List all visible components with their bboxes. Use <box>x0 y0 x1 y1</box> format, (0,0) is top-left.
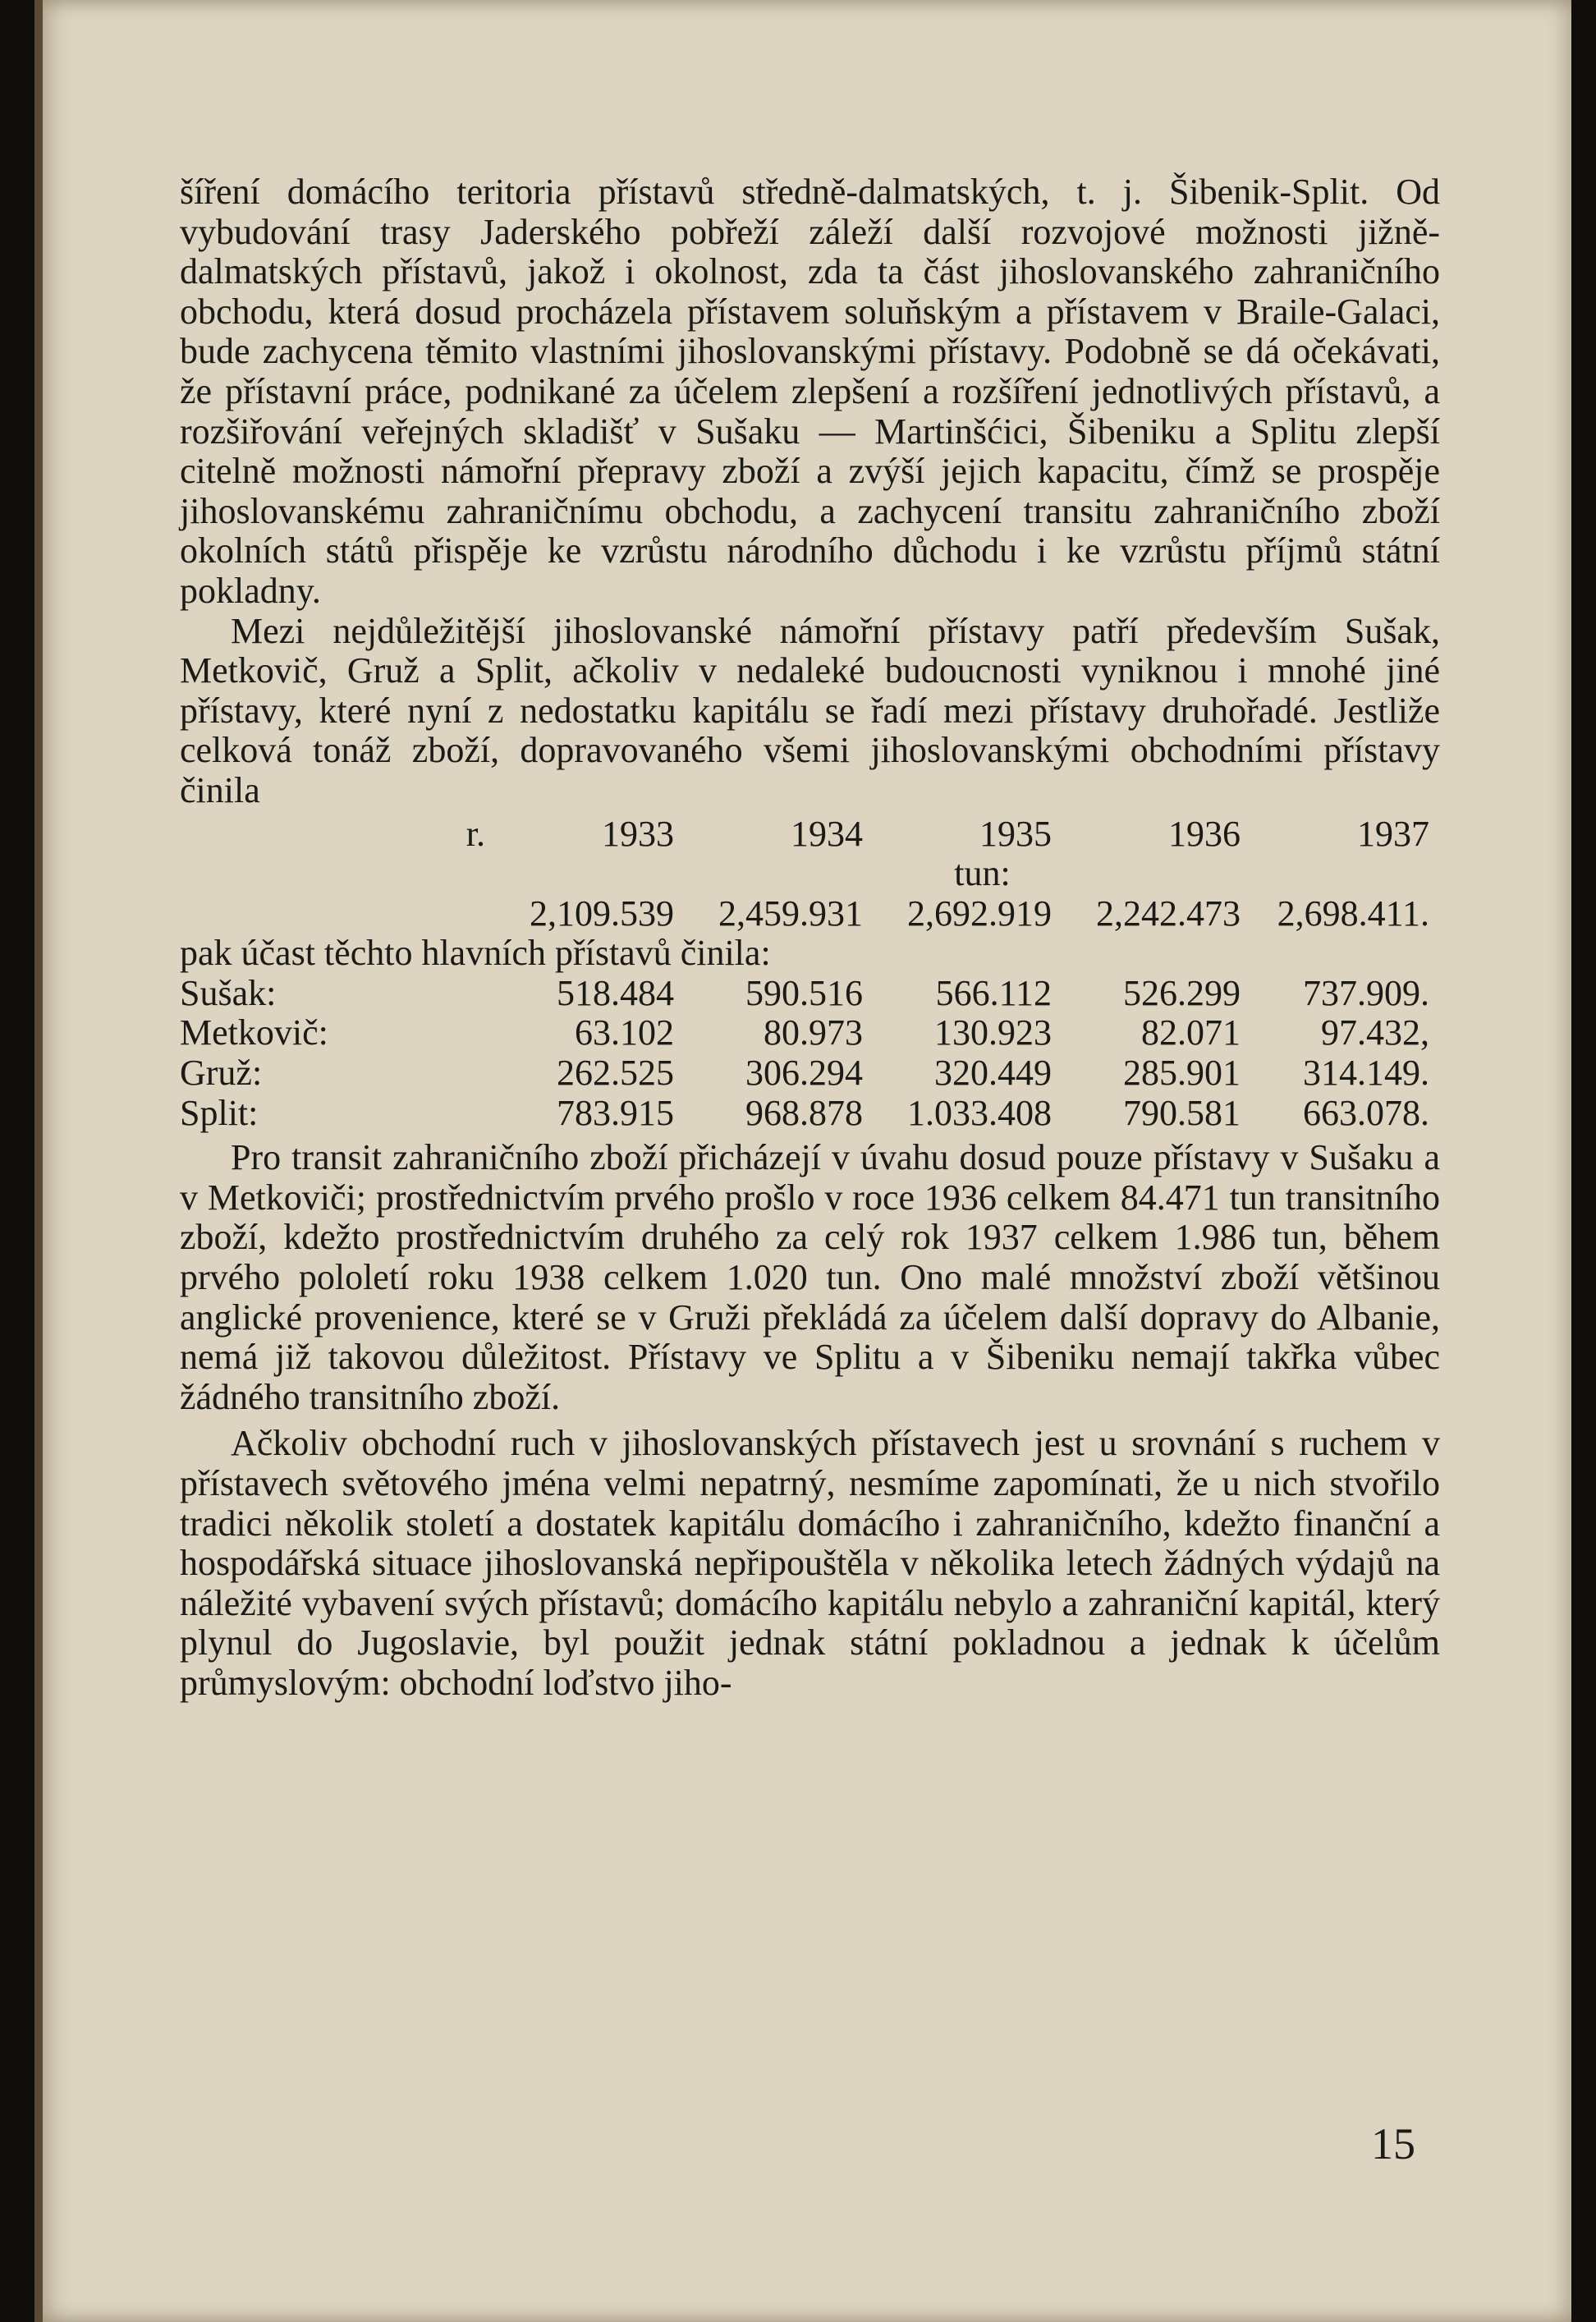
share-intro-text: pak účast těchto hlavních přístavů činila: <box>180 933 771 974</box>
unit-label: tun: <box>954 853 1011 894</box>
paragraph-1: šíření domácího teritoria přístavů středně-dalmatských, t. j. Šibenik-Split. Od vybudování trasy Jaderského pobřeží záleží další rozvojové možnosti jižně-dalmatských přístavů, jakož i okolnost, zda ta část jihoslovanského zahraničního obchodu, která dosud procházela přístavem soluňským a přístavem v Braile-Galaci, bude zachycena těmito vlastními jihoslovanskými přístavy. Podobně se dá očekávati, že přístavní práce, podnikané za účelem zlepšení a rozšíření jednotlivých přístavů, a rozšiřování veřejných skladišť v Sušaku — Martinšćici, Šibeniku a Splitu zlepší citelně možnosti námořní přepravy zboží a zvýší jejich kapacitu, čímž se prospěje jihoslovanskému zahraničnímu obchodu, a zachycení transitu zahraničního zboží okolních států přispěje ke vzrůstu národního důchodu i ke vzrůstu příjmů státní pokladny. <box>180 172 1440 611</box>
table-cell: 262.525 <box>557 1053 674 1094</box>
port-name: Gruž: <box>180 1053 263 1094</box>
year-1934: 1934 <box>791 813 863 854</box>
year-1933: 1933 <box>602 813 674 854</box>
table-cell: 285.901 <box>1123 1053 1241 1094</box>
table-cell: 783.915 <box>557 1092 674 1133</box>
port-tonnage-table <box>180 815 1440 1134</box>
table-cell: 1.033.408 <box>907 1092 1052 1133</box>
table-row <box>180 1013 1440 1053</box>
totals-spacer <box>180 894 485 934</box>
table-cell: 737.909. <box>1303 972 1429 1013</box>
table-cell: 63.102 <box>575 1012 674 1053</box>
table-cell: 518.484 <box>557 972 674 1013</box>
total-1934: 2,459.931 <box>718 893 863 934</box>
table-cell: 663.078. <box>1303 1092 1429 1133</box>
table-row <box>180 974 1440 1014</box>
table-cell: 97.432, <box>1321 1012 1429 1053</box>
total-1933: 2,109.539 <box>530 893 674 934</box>
table-row <box>180 1053 1440 1094</box>
paragraph-4: Ačkoliv obchodní ruch v jihoslovanských přístavech jest u srovnání s ruchem v přístavech světového jména velmi nepatrný, nesmíme zapomínati, že u nich stvořilo tradici několik století a dostatek kapitálu domácího i zahraničního, kdežto finanční a hospodářská situace jihoslovanská nepřipouštěla v několika letech žádných výdajů na náležité vybavení svých přístavů; domácího kapitálu nebylo a zahraniční kapitál, který plynul do Jugoslavie, byl použit jednak státní pokladnou a jednak k účelům průmyslovým: obchodní loďstvo jiho- <box>180 1423 1440 1703</box>
table-cell: 566.112 <box>935 972 1052 1013</box>
total-1935: 2,692.919 <box>907 893 1052 934</box>
table-cell: 968.878 <box>745 1092 863 1133</box>
table-cell: 82.071 <box>1141 1012 1241 1053</box>
year-prefix: r. <box>466 813 485 854</box>
table-cell: 320.449 <box>934 1053 1052 1094</box>
table-unit-row <box>180 854 1440 894</box>
total-1936: 2,242.473 <box>1096 893 1241 934</box>
paragraph-2: Mezi nejdůležitější jihoslovanské námořní přístavy patří především Sušak, Metkovič, Gruž a Split, ačkoliv v nedaleké budoucnosti vyniknou i mnohé jiné přístavy, které nyní z nedostatku kapitálu se řadí mezi přístavy druhořadé. Jestliže celková tonáž zboží, dopravovaného všemi jihoslovanskými obchodními přístavy činila <box>180 610 1440 810</box>
table-share-intro <box>180 934 1440 974</box>
book-spine-edge <box>34 0 43 2322</box>
year-1937: 1937 <box>1357 813 1429 854</box>
year-1936: 1936 <box>1168 813 1241 854</box>
table-year-row <box>180 815 1440 855</box>
table-cell: 130.923 <box>934 1012 1052 1053</box>
total-1937: 2,698.411. <box>1277 893 1429 934</box>
table-cell: 590.516 <box>745 972 863 1013</box>
year-1935: 1935 <box>979 813 1052 854</box>
table-row <box>180 1094 1440 1134</box>
table-cell: 314.149. <box>1303 1053 1429 1094</box>
table-cell: 790.581 <box>1123 1092 1241 1133</box>
port-name: Metkovič: <box>180 1012 328 1053</box>
page-text <box>180 172 1440 1704</box>
table-cell: 306.294 <box>745 1053 863 1094</box>
book-page <box>34 0 1571 2322</box>
port-name: Split: <box>180 1092 259 1133</box>
table-totals-row <box>180 894 1440 934</box>
paragraph-3: Pro transit zahraničního zboží přicházejí v úvahu dosud pouze přístavy v Sušaku a v Metkoviči; prostřednictvím prvého prošlo v roce 1936 celkem 84.471 tun transitního zboží, kdežto prostřednictvím druhého za celý rok 1937 celkem 1.986 tun, během prvého pololetí roku 1938 celkem 1.020 tun. Ono malé množství zboží většinou anglické provenience, které se v Gruži překládá za účelem další dopravy do Albanie, nemá již takovou důležitost. Přístavy ve Splitu a v Šibeniku nemají takřka vůbec žádného transitního zboží. <box>180 1137 1440 1417</box>
table-cell: 526.299 <box>1123 972 1241 1013</box>
port-name: Sušak: <box>180 972 277 1013</box>
page-number: 15 <box>1371 2119 1415 2168</box>
table-cell: 80.973 <box>764 1012 863 1053</box>
